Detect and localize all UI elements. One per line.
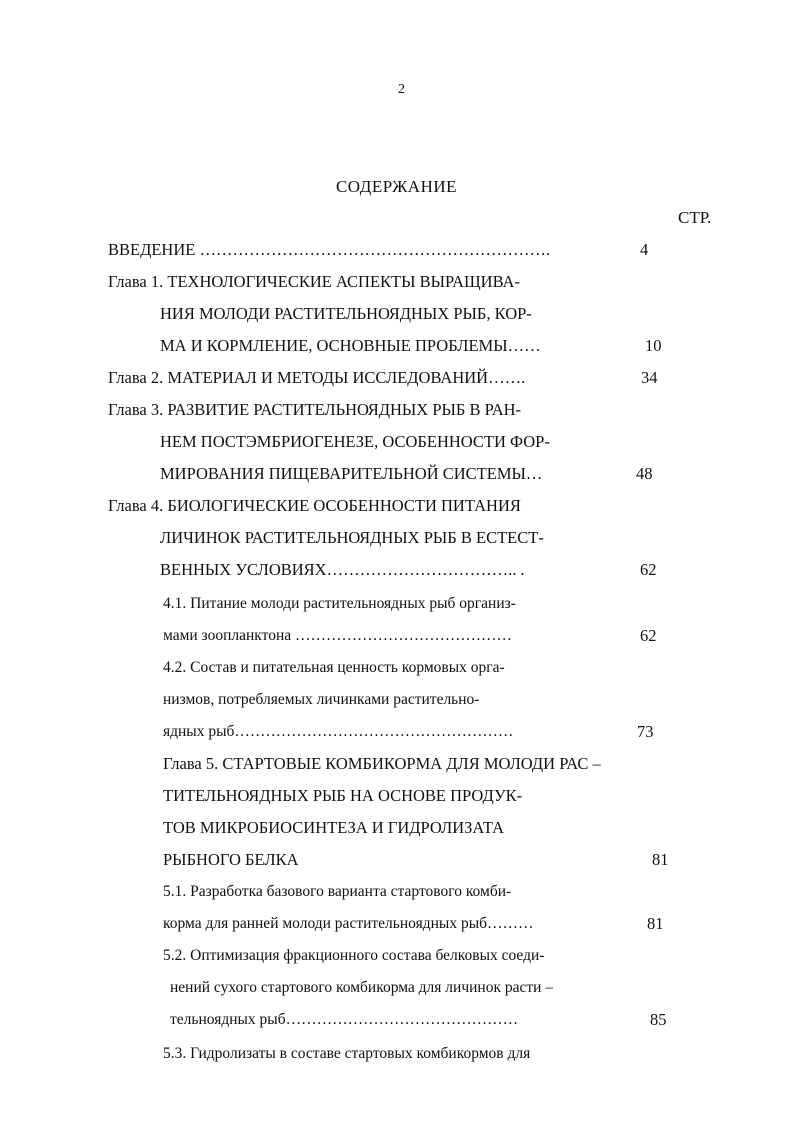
toc-page-ref: 4 [640, 240, 649, 259]
toc-line: ТИТЕЛЬНОЯДНЫХ РЫБ НА ОСНОВЕ ПРОДУК- [163, 786, 523, 805]
toc-line: ЛИЧИНОК РАСТИТЕЛЬНОЯДНЫХ РЫБ В ЕСТЕСТ- [160, 528, 544, 547]
toc-line: 5.1. Разработка базового варианта стартового комби- [163, 883, 512, 900]
toc-line: нений сухого стартового комбикорма для личинок расти – [170, 979, 554, 996]
toc-line: 4.2. Состав и питательная ценность кормовых орга- [163, 659, 505, 676]
toc-line: мами зоопланктона …………………………………… [163, 627, 512, 644]
toc-line: Глава 2. МАТЕРИАЛ И МЕТОДЫ ИССЛЕДОВАНИЙ……. [108, 368, 526, 387]
toc-line: Глава 1. ТЕХНОЛОГИЧЕСКИЕ АСПЕКТЫ ВЫРАЩИВА- [108, 272, 520, 291]
toc-line: 4.1. Питание молоди растительноядных рыб организ- [163, 595, 516, 612]
page-column-label: СТР. [678, 208, 712, 227]
toc-line: РЫБНОГО БЕЛКА [163, 850, 299, 869]
toc-line: МИРОВАНИЯ ПИЩЕВАРИТЕЛЬНОЙ СИСТЕМЫ… [160, 464, 543, 483]
toc-line: ВЕННЫХ УСЛОВИЯХ…………………………….. . [160, 560, 525, 579]
toc-line: низмов, потребляемых личинками растительно- [163, 691, 480, 708]
toc-line: ВВЕДЕНИЕ ………………………………………………………. [108, 240, 551, 259]
toc-page-ref: 62 [640, 560, 657, 579]
toc-line: Глава 3. РАЗВИТИЕ РАСТИТЕЛЬНОЯДНЫХ РЫБ В РАН- [108, 400, 522, 419]
toc-line: ядных рыб……………………………………………… [163, 723, 514, 740]
toc-line: 5.3. Гидролизаты в составе стартовых комбикормов для [163, 1045, 531, 1062]
toc-line: НИЯ МОЛОДИ РАСТИТЕЛЬНОЯДНЫХ РЫБ, КОР- [160, 304, 532, 323]
toc-heading: СОДЕРЖАНИЕ [335, 177, 458, 196]
toc-line: ТОВ МИКРОБИОСИНТЕЗА И ГИДРОЛИЗАТА [163, 818, 505, 837]
toc-page-ref: 81 [647, 914, 664, 933]
toc-line: тельноядных рыб……………………………………… [170, 1011, 519, 1028]
toc-page-ref: 34 [641, 368, 658, 387]
toc-line: МА И КОРМЛЕНИЕ, ОСНОВНЫЕ ПРОБЛЕМЫ…… [160, 336, 541, 355]
toc-line: Глава 4. БИОЛОГИЧЕСКИЕ ОСОБЕННОСТИ ПИТАНИЯ [108, 496, 521, 515]
toc-page-ref: 10 [645, 336, 662, 355]
toc-line: Глава 5. СТАРТОВЫЕ КОМБИКОРМА ДЛЯ МОЛОДИ РАС – [163, 754, 601, 773]
toc-page-ref: 62 [640, 626, 657, 645]
toc-line: корма для ранней молоди растительноядных рыб……… [163, 915, 534, 932]
toc-line: НЕМ ПОСТЭМБРИОГЕНЕЗЕ, ОСОБЕННОСТИ ФОР- [160, 432, 550, 451]
toc-line: 5.2. Оптимизация фракционного состава белковых соеди- [163, 947, 545, 964]
page-number: 2 [398, 82, 405, 97]
toc-page-ref: 73 [637, 722, 654, 741]
toc-page-ref: 85 [650, 1010, 667, 1029]
toc-page-ref: 48 [636, 464, 653, 483]
toc-page-ref: 81 [652, 850, 669, 869]
